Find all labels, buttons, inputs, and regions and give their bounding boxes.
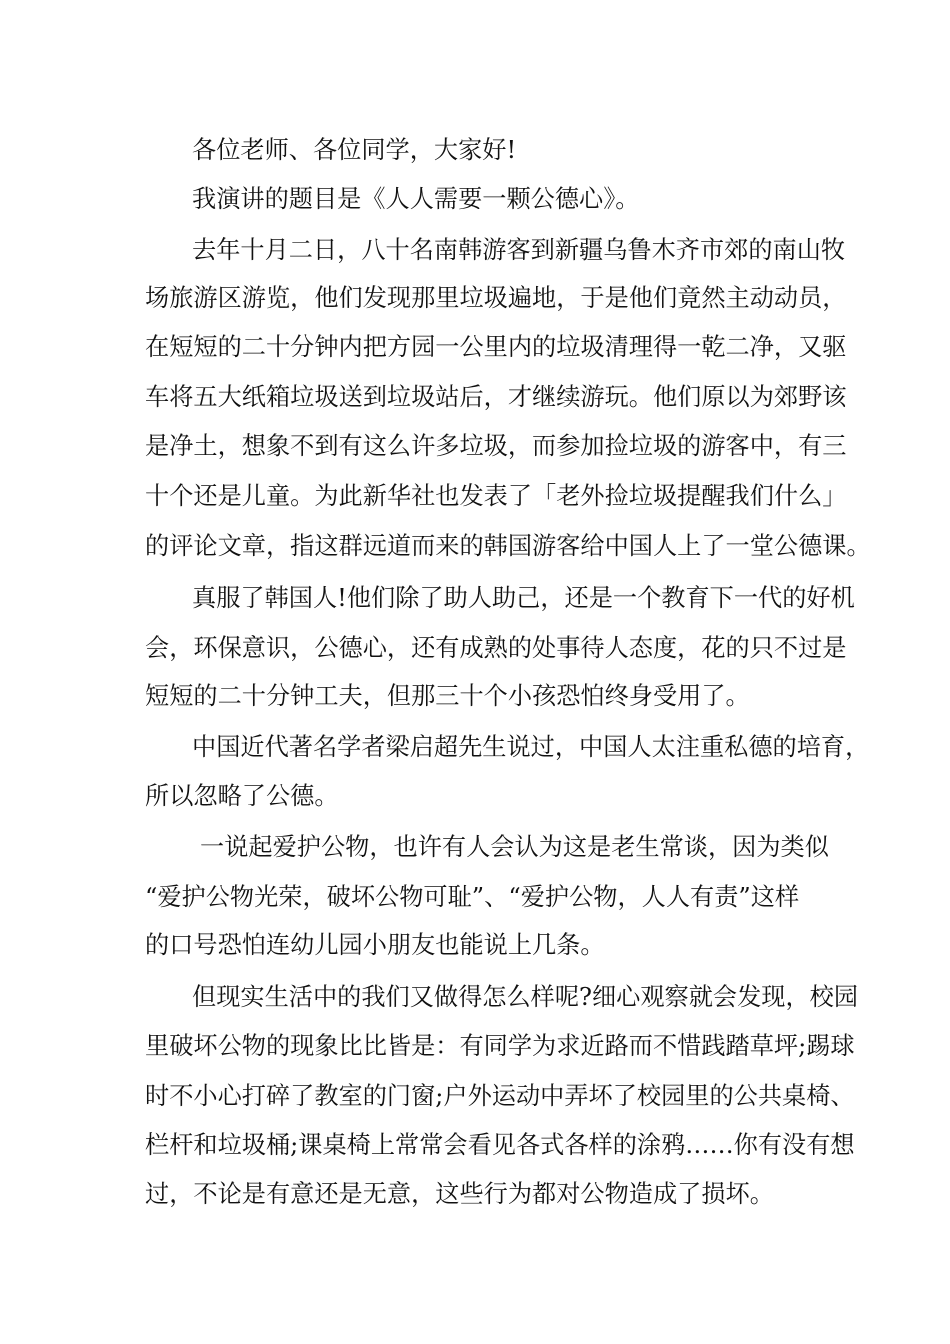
paragraph-line: 是净土，想象不到有这么许多垃圾，而参加捡垃圾的游客中，有三 — [145, 432, 847, 460]
paragraph-line: 中国近代著名学者梁启超先生说过，中国人太注重私德的培育， — [192, 733, 870, 761]
paragraph-line: 所以忽略了公德。 — [145, 782, 339, 810]
paragraph-line: 的评论文章，指这群远道而来的韩国游客给中国人上了一堂公德课。 — [145, 532, 871, 560]
paragraph-line: 场旅游区游览，他们发现那里垃圾遍地，于是他们竟然主动动员， — [145, 284, 847, 312]
paragraph-line: 时不小心打碎了教室的门窗;户外运动中弄坏了校园里的公共桌椅、 — [145, 1082, 855, 1110]
paragraph-line: 在短短的二十分钟内把方园一公里内的垃圾清理得一乾二净，又驱 — [145, 333, 847, 361]
paragraph-line: 但现实生活中的我们又做得怎么样呢?细心观察就会发现，校园 — [192, 983, 859, 1011]
paragraph-line: “爱护公物光荣，破坏公物可耻”、“爱护公物，人人有责”这样 — [145, 883, 800, 911]
paragraph-line: 会，环保意识，公德心，还有成熟的处事待人态度，花的只不过是 — [145, 634, 847, 662]
paragraph-line: 的口号恐怕连幼儿园小朋友也能说上几条。 — [145, 931, 605, 959]
paragraph-line: 里破坏公物的现象比比皆是：有同学为求近路而不惜践踏草坪;踢球 — [145, 1032, 855, 1060]
paragraph-line: 一说起爱护公物，也许有人会认为这是老生常谈，因为类似 — [200, 833, 829, 861]
speech-title-line: 我演讲的题目是《人人需要一颗公德心》。 — [192, 185, 640, 213]
paragraph-line: 车将五大纸箱垃圾送到垃圾站后，才继续游玩。他们原以为郊野该 — [145, 383, 847, 411]
paragraph-line: 短短的二十分钟工夫，但那三十个小孩恐怕终身受用了。 — [145, 682, 750, 710]
paragraph-line: 真服了韩国人!他们除了助人助己，还是一个教育下一代的好机 — [192, 584, 855, 612]
paragraph-line: 栏杆和垃圾桶;课桌椅上常常会看见各式各样的涂鸦……你有没有想 — [145, 1131, 855, 1159]
greeting-line: 各位老师、各位同学，大家好! — [192, 136, 517, 164]
paragraph-line: 过，不论是有意还是无意，这些行为都对公物造成了损坏。 — [145, 1180, 774, 1208]
paragraph-line: 十个还是儿童。为此新华社也发表了「老外捡垃圾提醒我们什么」 — [145, 482, 847, 510]
paragraph-line: 去年十月二日，八十名南韩游客到新疆乌鲁木齐市郊的南山牧 — [192, 236, 846, 264]
